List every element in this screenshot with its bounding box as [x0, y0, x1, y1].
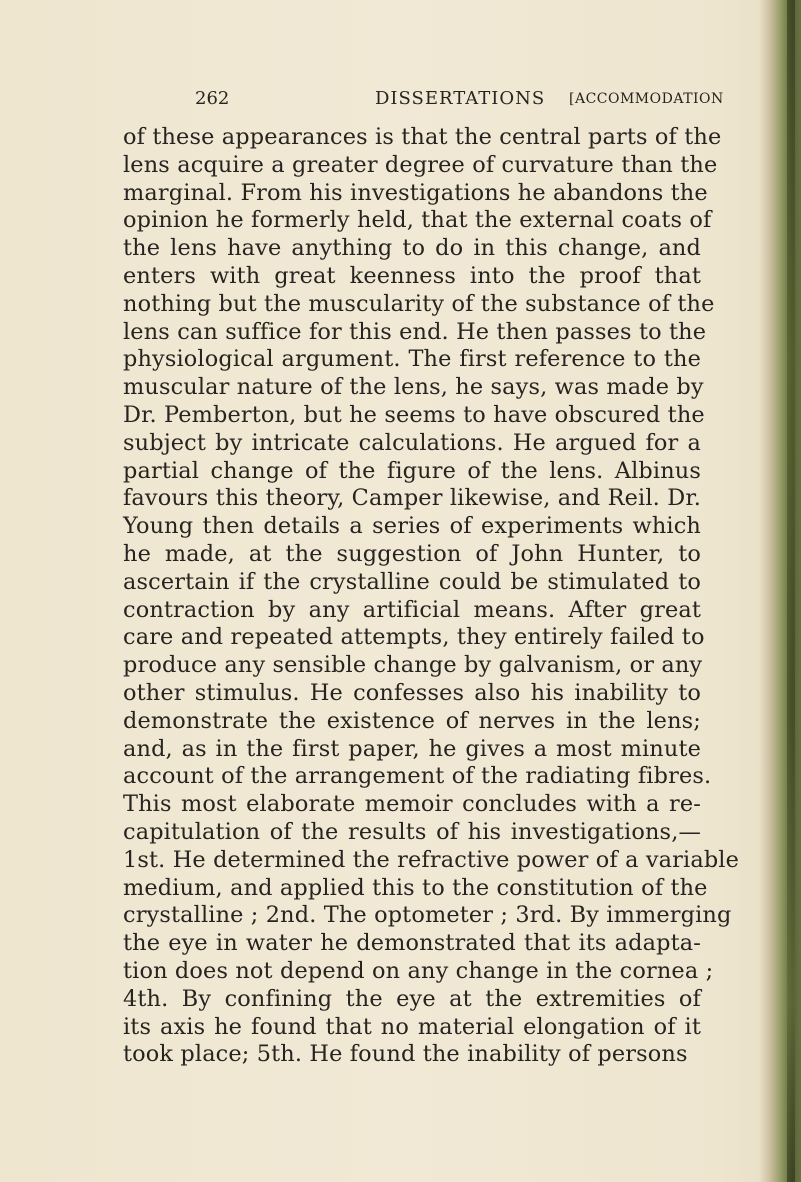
- binding-edge: [787, 0, 795, 1182]
- text-line: capitulation of the results of his investigations,—: [123, 818, 701, 845]
- text-line: care and repeated attempts, they entirely failed to: [123, 624, 705, 651]
- text-line: Young then details a series of experiments which: [123, 513, 701, 540]
- text-line: account of the arrangement of the radiating fibres.: [123, 763, 712, 790]
- section-title: [ACCOMMODATION: [569, 91, 724, 107]
- text-line: the lens have anything to do in this change, and: [123, 235, 701, 262]
- text-line: 4th. By confining the eye at the extremities of: [123, 985, 701, 1012]
- text-line: muscular nature of the lens, he says, was made by: [123, 374, 704, 401]
- running-header: [195, 88, 724, 118]
- text-line: produce any sensible change by galvanism, or any: [123, 652, 703, 679]
- text-line: other stimulus. He confesses also his inability to: [123, 679, 701, 706]
- text-line: he made, at the suggestion of John Hunter, to: [123, 540, 701, 567]
- text-line: physiological argument. The first reference to the: [123, 346, 701, 373]
- text-line: its axis he found that no material elongation of it: [123, 1013, 701, 1040]
- text-line: marginal. From his investigations he abandons the: [123, 179, 708, 206]
- page-number: 262: [195, 88, 230, 109]
- text-line: crystalline ; 2nd. The optometer ; 3rd. By immerging: [123, 902, 732, 929]
- text-line: ascertain if the crystalline could be stimulated to: [123, 568, 701, 595]
- text-line: nothing but the muscularity of the substance of the: [123, 290, 715, 317]
- text-line: opinion he formerly held, that the external coats of: [123, 207, 712, 234]
- text-line: enters with great keenness into the proof that: [123, 262, 701, 289]
- text-line: demonstrate the existence of nerves in the lens;: [123, 707, 701, 734]
- text-line: 1st. He determined the refractive power of a variable: [123, 846, 740, 873]
- text-line: partial change of the figure of the lens. Albinus: [123, 457, 701, 484]
- body-text: [123, 124, 740, 1069]
- text-line: and, as in the first paper, he gives a most minute: [123, 735, 701, 762]
- running-title: DISSERTATIONS: [375, 88, 546, 109]
- text-line: the eye in water he demonstrated that its adapta-: [123, 930, 701, 957]
- text-line: favours this theory, Camper likewise, and Reil. Dr.: [123, 485, 701, 512]
- text-line: of these appearances is that the central parts of the: [123, 124, 722, 150]
- text-line: lens can suffice for this end. He then passes to the: [123, 318, 707, 345]
- text-line: subject by intricate calculations. He argued for a: [123, 429, 701, 456]
- text-line: Dr. Pemberton, but he seems to have obscured the: [123, 401, 705, 428]
- text-line: tion does not depend on any change in the cornea ;: [123, 957, 714, 984]
- text-line: medium, and applied this to the constitution of the: [123, 874, 708, 901]
- text-line: contraction by any artificial means. After great: [123, 596, 701, 623]
- text-line: This most elaborate memoir concludes with a re-: [123, 791, 701, 818]
- text-line: took place; 5th. He found the inability of persons: [123, 1041, 688, 1068]
- text-line: lens acquire a greater degree of curvature than the: [123, 151, 718, 178]
